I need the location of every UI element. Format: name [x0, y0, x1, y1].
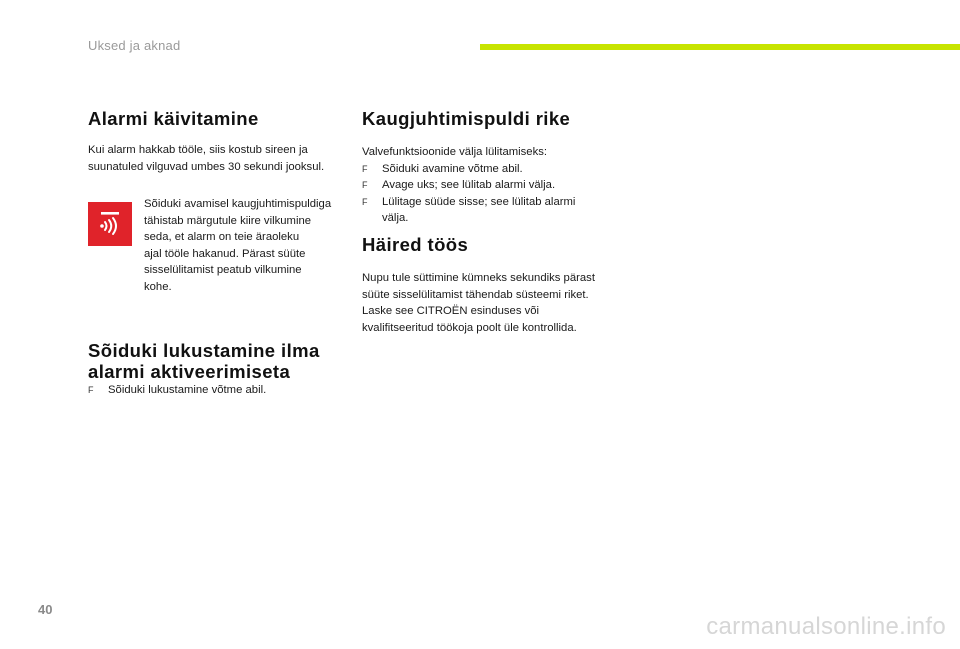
- remote-fault-list: [362, 161, 632, 227]
- text-line: Laske see CITROËN esinduses või: [362, 305, 540, 317]
- alarm-activation-title: Alarmi käivitamine: [88, 108, 259, 129]
- bullet-arrow-icon: F: [362, 163, 368, 174]
- note-line: sisselülitamist peatub vilkumine: [144, 264, 302, 276]
- note-line: ajal tööle hakanud. Pärast süüte: [144, 247, 306, 260]
- site-watermark: carmanualsonline.info: [706, 613, 946, 640]
- malfunction-text: [362, 270, 632, 336]
- text-line: süüte sisselülitamist tähendab süsteemi riket.: [362, 288, 589, 301]
- list-item-text: Lülitage süüde sisse; see lülitab alarmi: [382, 195, 576, 208]
- title-line: Sõiduki lukustamine ilma: [88, 340, 320, 361]
- remote-fault-intro: Valvefunktsioonide välja lülitamiseks:: [362, 146, 548, 158]
- page-number: 40: [38, 602, 53, 617]
- lock-without-alarm-title: [88, 340, 350, 382]
- text-line: kvalifitseeritud töökoja poolt üle kontrollida.: [362, 321, 577, 334]
- list-item-text: Sõiduki lukustamine võtme abil.: [108, 384, 267, 396]
- remote-fault-title: Kaugjuhtimispuldi rike: [362, 108, 571, 129]
- alarm-activation-intro: [88, 142, 350, 175]
- alarm-indicator-icon: [88, 202, 132, 246]
- list-item-text: Sõiduki avamine võtme abil.: [382, 162, 523, 175]
- page-header-accent-bar: [480, 44, 960, 50]
- remote-fault-section: [362, 108, 632, 227]
- alarm-activation-section: [88, 108, 350, 295]
- list-item: [362, 161, 632, 178]
- list-item: [88, 382, 350, 399]
- lock-without-alarm-section: [88, 340, 350, 399]
- malfunction-title: Häired töös: [362, 234, 469, 255]
- bullet-arrow-icon: F: [88, 385, 94, 395]
- note-line: Sõiduki avamisel kaugjuhtimispuldiga: [144, 198, 332, 210]
- list-item-text: välja.: [382, 212, 409, 224]
- text-line: Nupu tule süttimine kümneks sekundiks pärast: [362, 272, 595, 284]
- title-line: alarmi aktiveerimiseta: [88, 361, 291, 382]
- alarm-note-block: [88, 196, 350, 295]
- lock-without-alarm-list: [88, 382, 350, 399]
- page-header-title: Uksed ja aknad: [88, 38, 181, 53]
- list-item-text: Avage uks; see lülitab alarmi välja.: [382, 179, 556, 191]
- bullet-arrow-icon: F: [362, 196, 368, 207]
- malfunction-section: [362, 234, 632, 336]
- note-line: seda, et alarm on teie äraoleku: [144, 231, 300, 243]
- intro-line: suunatuled vilguvad umbes 30 sekundi jooksul.: [88, 160, 325, 173]
- list-item: [362, 194, 632, 227]
- list-item: [362, 177, 632, 194]
- alarm-note-text: [144, 196, 350, 295]
- bullet-arrow-icon: F: [362, 180, 368, 190]
- note-line: tähistab märgutule kiire vilkumine: [144, 214, 312, 227]
- intro-line: Kui alarm hakkab tööle, siis kostub sireen ja: [88, 144, 308, 156]
- note-line: kohe.: [144, 280, 172, 293]
- alarm-indicator-glyph: [95, 209, 125, 239]
